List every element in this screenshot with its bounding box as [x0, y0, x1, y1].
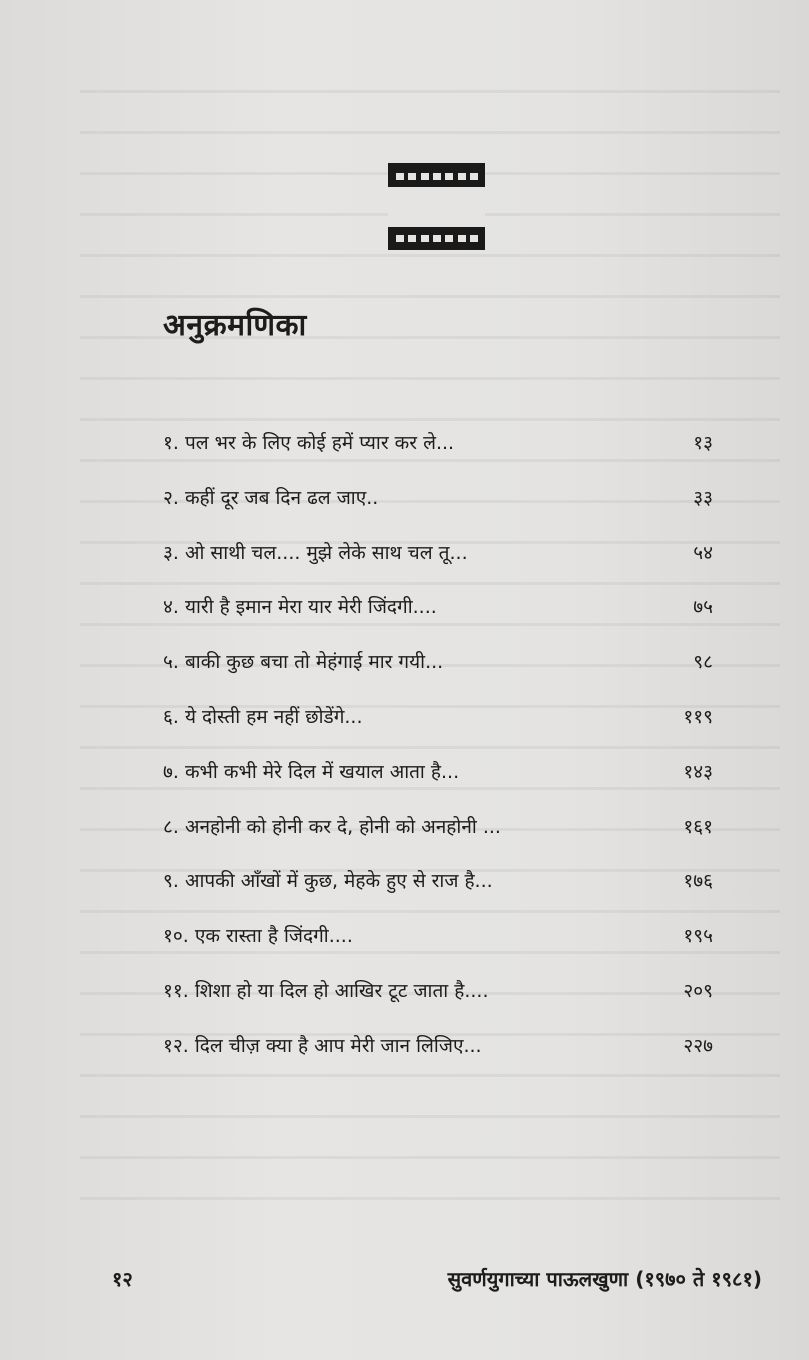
toc-entry-page: ७५ [693, 596, 713, 619]
toc-entry-page: २२७ [683, 1034, 713, 1057]
toc-entry [163, 859, 713, 914]
toc-entry-page: १६१ [683, 815, 713, 838]
toc-entry-page: ११९ [683, 705, 713, 728]
toc-entry [163, 1024, 713, 1079]
toc-entry-title: ८. अनहोनी को होनी कर दे, होनी को अनहोनी ... [163, 815, 501, 838]
toc-entry-page: १७६ [683, 870, 713, 893]
toc-entry-title: ७. कभी कभी मेरे दिल में खयाल आता है... [163, 760, 460, 783]
toc-entry-page: ३३ [693, 486, 713, 509]
running-book-title: सुवर्णयुगाच्या पाऊलखुणा (१९७० ते १९८१) [447, 1267, 762, 1291]
toc-entry-page: १४३ [683, 760, 713, 783]
toc-entry [163, 640, 713, 695]
toc-entry-title: १०. एक रास्ता है जिंदगी.... [163, 925, 353, 948]
film-perforations-bottom [396, 235, 478, 242]
toc-entry [163, 914, 713, 969]
toc-entry-title: ९. आपकी आँखों में कुछ, मेहके हुए से राज है... [163, 870, 493, 893]
toc-entry-title: १. पल भर के लिए कोई हमें प्यार कर ले... [163, 432, 455, 454]
toc-entry [163, 695, 713, 750]
toc-entry-title: १२. दिल चीज़ क्या है आप मेरी जान लिजिए... [163, 1034, 482, 1057]
toc-entry [163, 531, 713, 586]
toc-entry-title: २. कहीं दूर जब दिन ढल जाए.. [163, 486, 379, 509]
toc-entry-page: १३ [693, 432, 713, 454]
toc-entry [163, 805, 713, 860]
toc-entry [163, 476, 713, 531]
toc-entry-title: ६. ये दोस्ती हम नहीं छोडेंगे... [163, 705, 363, 728]
toc-entry-title: ४. यारी है इमान मेरा यार मेरी जिंदगी.... [163, 596, 437, 619]
table-of-contents [163, 421, 713, 1079]
toc-entry [163, 585, 713, 640]
toc-entry-title: ११. शिशा हो या दिल हो आखिर टूट जाता है.... [163, 979, 489, 1002]
page-heading: अनुक्रमणिका [163, 308, 307, 343]
toc-entry [163, 969, 713, 1024]
toc-entry [163, 750, 713, 805]
page-number: १२ [112, 1267, 133, 1291]
toc-entry-page: १९५ [683, 925, 713, 948]
toc-entry-page: २०९ [683, 979, 713, 1002]
film-strip-icon [388, 163, 485, 250]
toc-entry-page: ५४ [693, 541, 713, 564]
toc-entry-title: ३. ओ साथी चल.... मुझे लेके साथ चल तू... [163, 541, 468, 564]
toc-entry-page: ९८ [693, 651, 713, 674]
toc-entry [163, 421, 713, 476]
toc-entry-title: ५. बाकी कुछ बचा तो मेहंगाई मार गयी... [163, 651, 444, 674]
film-perforations-top [396, 173, 478, 180]
film-frame [388, 187, 485, 227]
